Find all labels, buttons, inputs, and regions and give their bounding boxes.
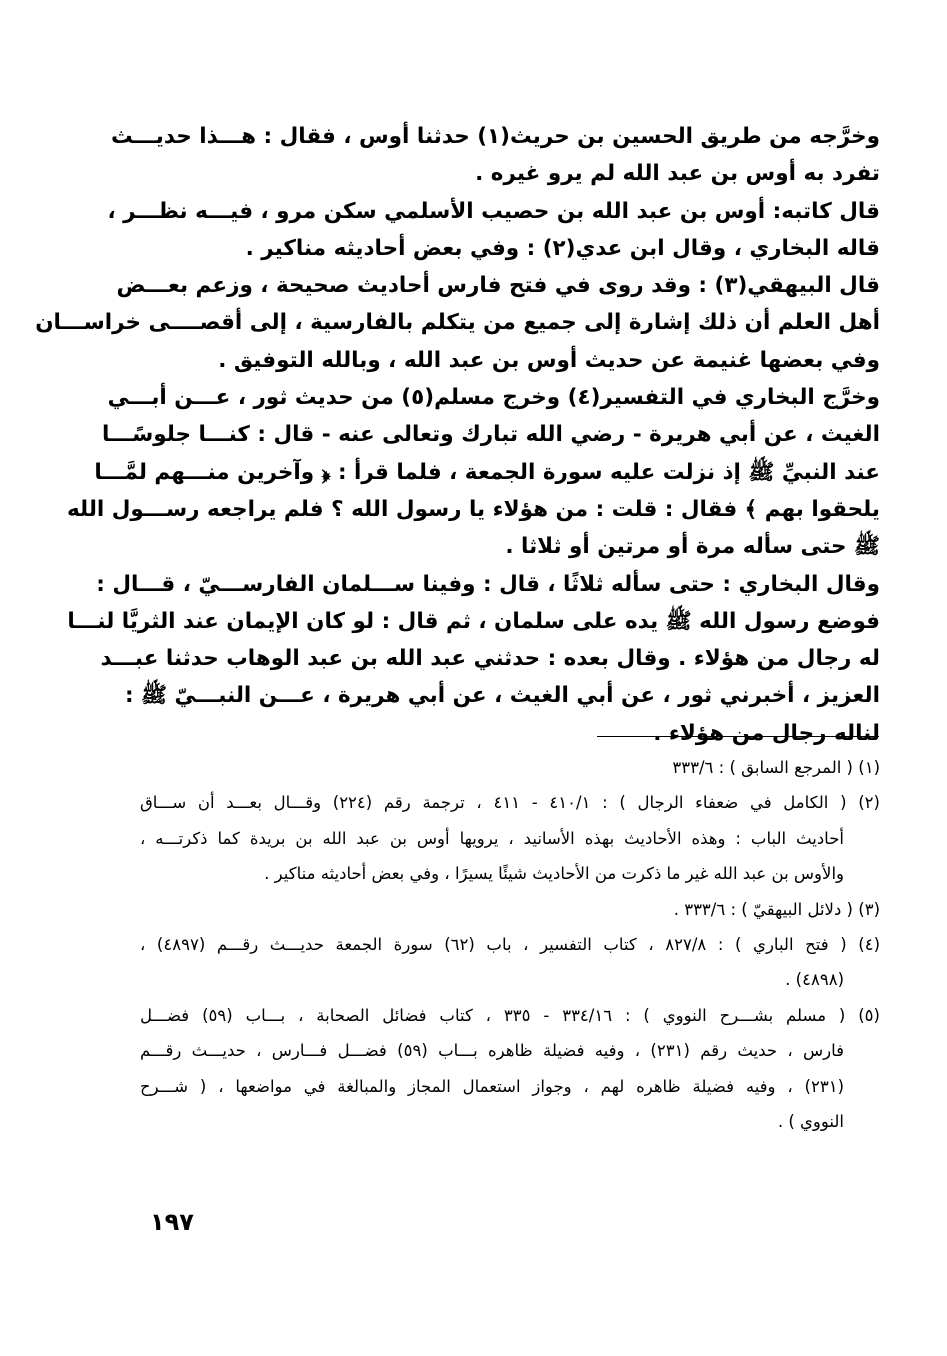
footnote-line: (٥) ( مسلم بشـــرح النووي ) : ٣٣٤/١٦ - ٣٣٥ ، كتاب فضائل الصحابة ، بـــاب (٥٩) فضـــل (140, 1005, 880, 1025)
text-line: تفرد به أوس بن عبد الله لم يرو غيره . (475, 161, 880, 187)
footnote-line: (١) ( المرجع السابق ) : ٣٣٣/٦ (672, 758, 880, 777)
text-line: لناله رجال من هؤلاء . (653, 720, 880, 746)
footnote-line: (٤) ( فتح الباري ) : ٨٢٧/٨ ، كتاب التفسير ، باب (٦٢) سورة الجمعة حديـــث رقـــم (٤٨٩٧) ، (140, 934, 880, 954)
text-line: عند النبيِّ ﷺ إذ نزلت عليه سورة الجمعة ، فلما قرأ : ﴿ وآخرين منـــهم لمَّـــا (94, 459, 880, 485)
footnote-line: النووي ) . (777, 1111, 844, 1131)
text-line: فوضع رسول الله ﷺ يده على سلمان ، ثم قال : لو كان الإيمان عند الثريَّا لنـــا (67, 608, 880, 634)
paragraph-4 (67, 379, 880, 565)
text-line: وخرَّج البخاري في التفسير(٤) وخرج مسلم(٥) من حديث ثور ، عـــن أبـــي (107, 385, 880, 411)
footnote-separator (597, 736, 879, 737)
text-line: وخرَّجه من طريق الحسين بن حريث(١) حدثنا أوس ، فقال : هـــذا حديـــث (111, 124, 880, 149)
text-line: أهل العلم أن ذلك إشارة إلى جميع من يتكلم بالفارسية ، إلى أقصــــى خراســـان (35, 310, 880, 336)
footnote-2 (140, 785, 880, 891)
text-line: قال كاتبه: أوس بن عبد الله بن حصيب الأسلمي سكن مرو ، فيـــه نظـــر ، (107, 198, 880, 224)
footnote-5 (140, 998, 880, 1140)
footnote-line: فارس ، حديث رقم (٢٣١) ، وفيه فضيلة ظاهره بـــاب (٥٩) فضـــل فـــارس ، حديـــث رقـــم (140, 1041, 845, 1061)
footnote-line: والأوس بن عبد الله غير ما ذكرت من الأحاديث شيئًا يسيرًا ، وفي بعض أحاديثه مناكير . (264, 864, 844, 884)
footnote-4 (140, 927, 880, 998)
paragraph-1 (111, 118, 880, 193)
footnotes (140, 750, 880, 1139)
paragraph-2 (107, 193, 880, 268)
text-line: قال البيهقي(٣) : وقد روى في فتح فارس أحاديث صحيحة ، وزعم بعـــض (116, 273, 880, 299)
text-line: يلحقوا بهم ﴾ فقال : قلت : من هؤلاء يا رسول الله ؟ فلم يراجعه رســـول الله (67, 496, 880, 522)
main-text (35, 118, 880, 752)
paragraph-5 (67, 566, 880, 752)
text-line: وقال البخاري : حتى سأله ثلاثًا ، قال : وفينا ســـلمان الفارســـيّ ، قـــال : (96, 571, 880, 597)
footnote-line: أحاديث الباب : وهذه الأحاديث بهذه الأسانيد ، يرويها أوس بن عبد الله بن بريدة كما ذكرتـــه ، (140, 828, 844, 848)
footnote-line: (٤٨٩٨) . (785, 970, 844, 990)
footnote-3 (140, 892, 880, 927)
text-line: الغيث ، عن أبي هريرة - رضي الله تبارك وتعالى عنه - قال : كنـــا جلوسًـــا (101, 422, 880, 448)
text-line: العزيز ، أخبرني ثور ، عن أبي الغيث ، عن أبي هريرة ، عـــن النبـــيّ ﷺ : (124, 683, 880, 709)
text-line: وفي بعضها غنيمة عن حديث أوس بن عبد الله ، وبالله التوفيق . (218, 347, 880, 373)
footnote-1 (140, 750, 880, 785)
footnote-line: (٣) ( دلائل البيهقيّ ) : ٣٣٣/٦ . (673, 899, 880, 919)
footnote-line: (٢٣١) ، وفيه فضيلة ظاهره لهم ، وجواز استعمال المجاز والمبالغة في مواضعها ، ( شـــرح (140, 1076, 844, 1096)
page-number: ١٩٧ (150, 1208, 194, 1236)
text-line: قاله البخاري ، وقال ابن عدي(٢) : وفي بعض أحاديثه مناكير . (245, 235, 880, 261)
text-line: له رجال من هؤلاء . وقال بعده : حدثني عبد الله بن عبد الوهاب حدثنا عبـــد (100, 646, 880, 672)
text-line: ﷺ حتى سأله مرة أو مرتين أو ثلاثا . (505, 534, 880, 560)
footnote-line: (٢) ( الكامل في ضعفاء الرجال ) : ٤١٠/١ - ٤١١ ، ترجمة رقم (٢٢٤) وقـــال بعـــد أن ســـاق (140, 793, 880, 813)
paragraph-3 (35, 267, 880, 379)
